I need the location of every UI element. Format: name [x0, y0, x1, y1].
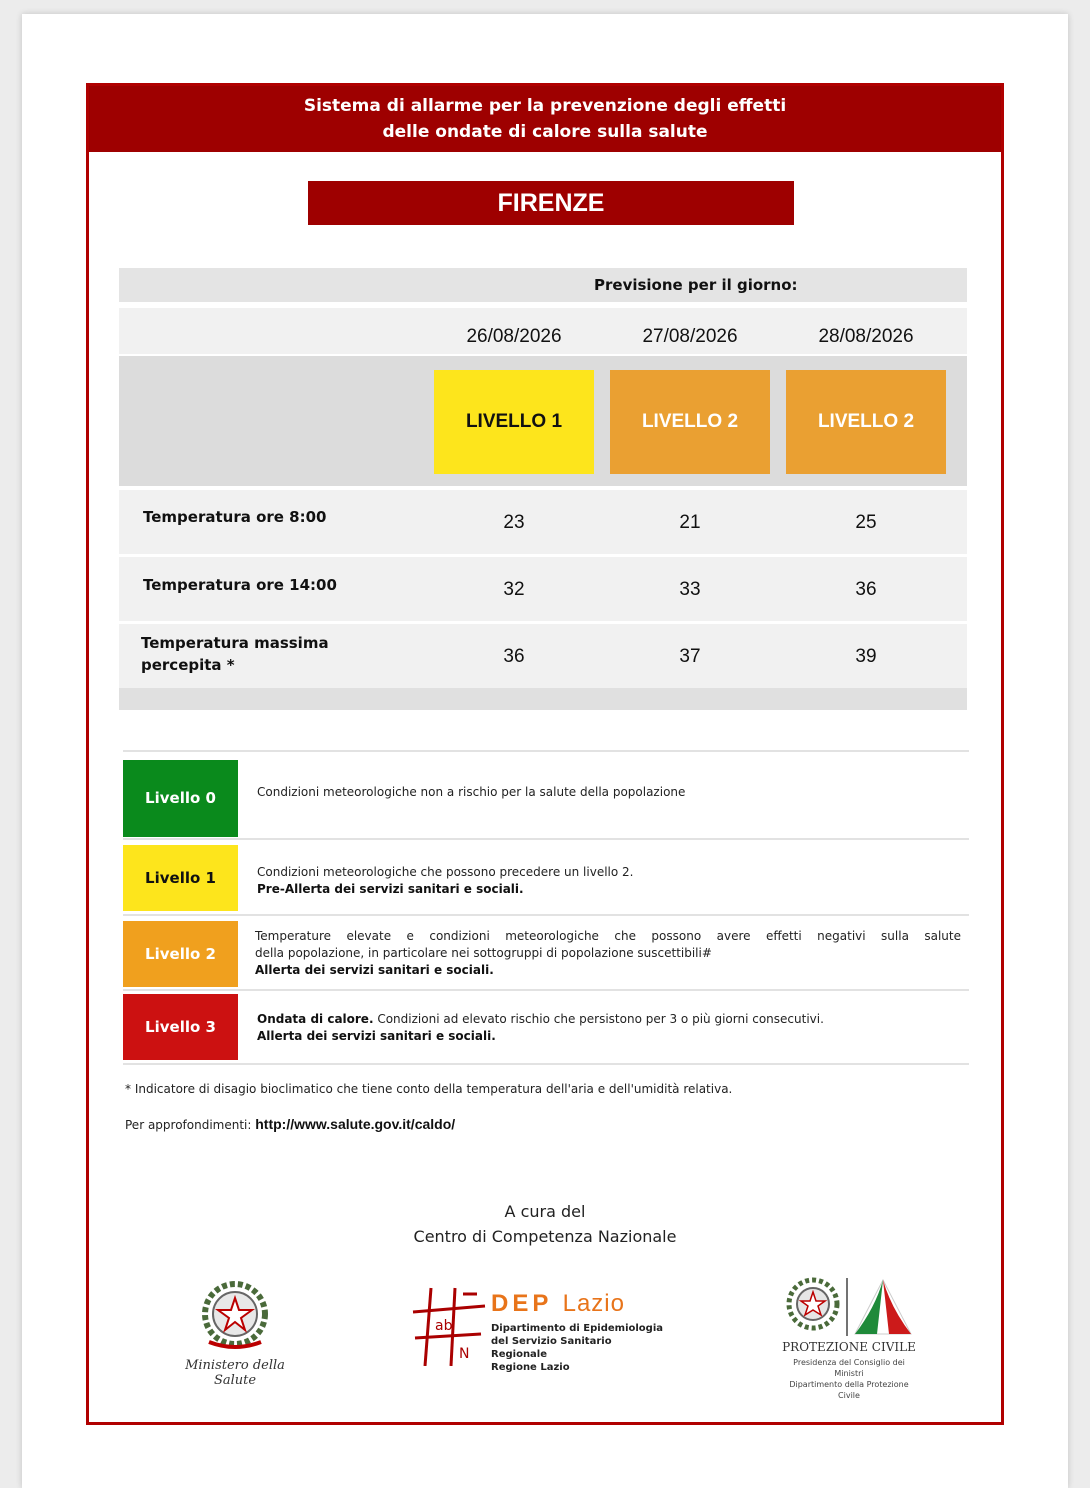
header-title-line1: Sistema di allarme per la prevenzione degli effetti: [303, 96, 787, 116]
legend-badge-level0: Livello 0: [123, 760, 238, 837]
forecast-heading: Previsione per il giorno:: [594, 276, 798, 294]
row-label-temp-8: Temperatura ore 8:00: [143, 508, 327, 526]
forecast-dates-row: [119, 308, 967, 354]
legend-badge-level3: Livello 3: [123, 994, 238, 1060]
legend-row-level1: [123, 838, 969, 914]
legend-badge-level2: Livello 2: [123, 921, 238, 987]
level-badge-day3: LIVELLO 2: [786, 370, 946, 474]
temp14-day1: 32: [503, 579, 525, 600]
legend-desc-level2-line1: Temperature elevate e condizioni meteorologiche che possono avere effetti negativi sulla salute: [255, 929, 961, 943]
pc-title: PROTEZIONE CIVILE: [782, 1340, 916, 1354]
dep-grid-icon: [411, 1286, 487, 1366]
perceived-day2: 37: [679, 646, 701, 667]
temp14-day3: 36: [855, 579, 877, 600]
dep-region: Lazio: [562, 1290, 625, 1317]
temp8-day3: 25: [855, 512, 877, 533]
bulletin-frame: [86, 83, 1004, 1425]
protezione-civile-emblem-icon: [785, 1274, 925, 1338]
more-info: [125, 1116, 455, 1132]
legend-row-level2: [123, 914, 969, 990]
svg-text:N: N: [459, 1346, 470, 1362]
dep-line3: Regione Lazio: [491, 1362, 570, 1373]
date-day2: 27/08/2026: [642, 326, 738, 347]
temp14-day2: 33: [679, 579, 701, 600]
legend-desc-level3: Condizioni ad elevato rischio che persistono per 3 o più giorni consecutivi.: [373, 1012, 824, 1026]
legend-text-level0: Condizioni meteorologiche non a rischio per la salute della popolazione: [257, 785, 686, 799]
svg-text:ab: ab: [435, 1318, 453, 1334]
table-footer-bar: [119, 688, 967, 710]
bulletin-header: [89, 86, 1001, 152]
more-info-label: Per approfondimenti:: [125, 1118, 252, 1132]
row-label-line2: percepita *: [141, 656, 235, 674]
legend-desc-level2-line2: della popolazione, in particolare nei sottogruppi di popolazione suscettibili#: [255, 946, 712, 960]
ministero-caption: Ministero della Salute: [185, 1358, 285, 1388]
legend-bottom-rule: [123, 1063, 969, 1065]
legend-text-level1: [257, 864, 961, 898]
credit-line1: A cura del: [504, 1202, 586, 1221]
temp8-day1: 23: [503, 512, 525, 533]
temp8-day2: 21: [679, 512, 701, 533]
dep-line2: del Servizio Sanitario Regionale: [491, 1336, 612, 1360]
forecast-levels-row: [119, 356, 967, 486]
legend-action-level3: Allerta dei servizi sanitari e sociali.: [257, 1029, 496, 1043]
dep-brand: DEP: [491, 1290, 552, 1317]
perceived-day3: 39: [855, 646, 877, 667]
forecast-heading-row: [119, 268, 967, 302]
legend-lead-level3: Ondata di calore.: [257, 1012, 374, 1026]
date-day3: 28/08/2026: [818, 326, 914, 347]
pc-line1: Presidenza del Consiglio dei Ministri: [793, 1358, 905, 1378]
table-row: [119, 624, 967, 688]
row-label-perceived-max: [141, 632, 329, 676]
protezione-civile-logo: [779, 1274, 929, 1400]
italian-emblem-icon: [175, 1278, 295, 1358]
city-title: FIRENZE: [308, 181, 794, 225]
legend-text-level3: [257, 1011, 961, 1045]
credit-line2: Centro di Competenza Nazionale: [413, 1227, 677, 1246]
legend-row-level0: [123, 750, 969, 838]
perceived-day1: 36: [503, 646, 525, 667]
dep-lazio-logo: [411, 1286, 671, 1376]
legend-text-level2: [255, 928, 961, 979]
legend-row-level3: [123, 989, 969, 1063]
table-row: [119, 490, 967, 554]
pc-line2: Dipartimento della Protezione Civile: [789, 1380, 909, 1400]
footnote: * Indicatore di disagio bioclimatico che tiene conto della temperatura dell'aria e dell'umidità relativa.: [125, 1082, 733, 1096]
table-row: [119, 557, 967, 621]
legend-badge-level1: Livello 1: [123, 845, 238, 911]
legend-desc-level1: Condizioni meteorologiche che possono precedere un livello 2.: [257, 865, 634, 879]
level-badge-day1: LIVELLO 1: [434, 370, 594, 474]
date-day1: 26/08/2026: [466, 326, 562, 347]
row-label-line1: Temperatura massima: [141, 634, 329, 652]
more-info-link[interactable]: http://www.salute.gov.it/caldo/: [255, 1116, 456, 1132]
legend-action-level1: Pre-Allerta dei servizi sanitari e sociali.: [257, 882, 524, 896]
row-label-temp-14: Temperatura ore 14:00: [143, 576, 337, 594]
legend-action-level2: Allerta dei servizi sanitari e sociali.: [255, 963, 494, 977]
level-badge-day2: LIVELLO 2: [610, 370, 770, 474]
ministero-salute-logo: [175, 1278, 295, 1388]
dep-line1: Dipartimento di Epidemiologia: [491, 1323, 664, 1334]
header-title-line2: delle ondate di calore sulla salute: [382, 122, 708, 142]
